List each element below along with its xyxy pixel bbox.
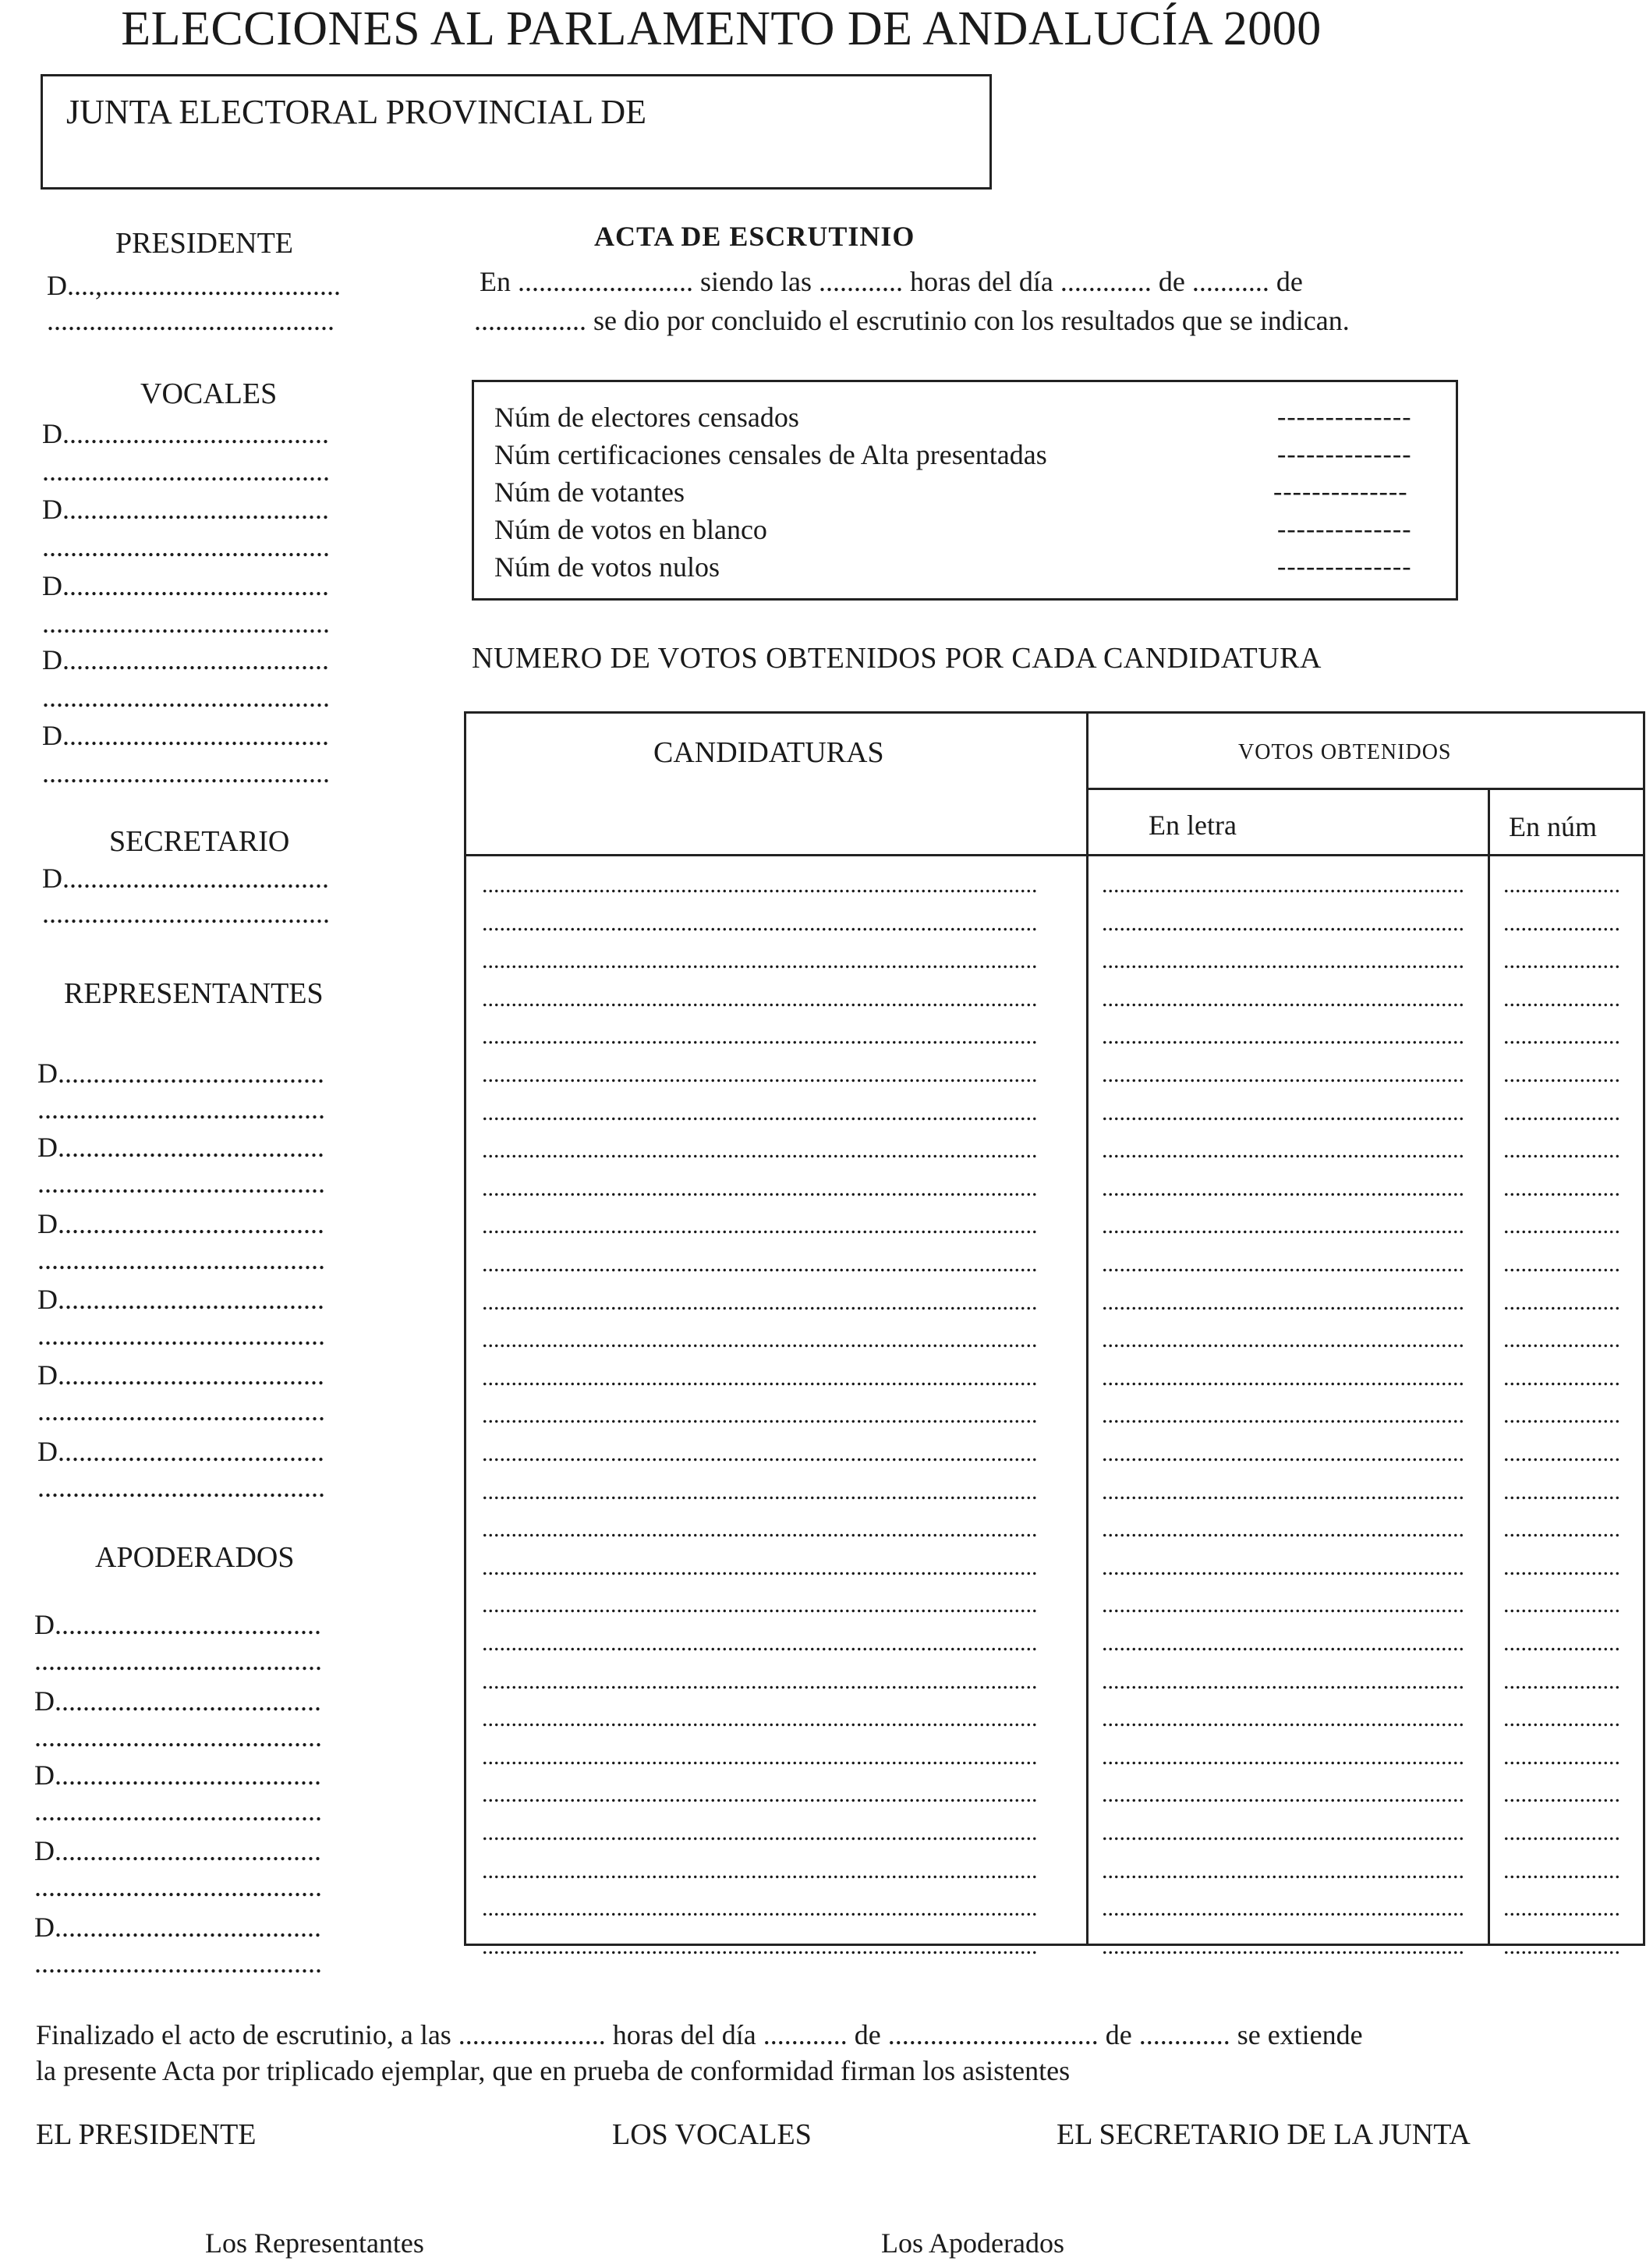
table-row-letra-cell[interactable]: .............................................................. [1102,1895,1464,1922]
table-row-num-cell[interactable]: .................... [1503,1175,1620,1201]
table-row-letra-cell[interactable]: .............................................................. [1102,872,1464,898]
table-row-candidatura-cell[interactable]: ............................................................................................... [482,1364,1038,1391]
table-row-num-cell[interactable]: .................... [1503,1364,1620,1391]
signature-presidente: EL PRESIDENTE [36,2118,257,2151]
apoderado-5-name-line[interactable]: D...................................... [34,1912,321,1943]
table-row-num-cell[interactable]: .................... [1503,1288,1620,1315]
results-table [464,711,1645,1959]
representantes-heading: REPRESENTANTES [64,977,324,1010]
table-row-candidatura-cell[interactable]: ............................................................................................... [482,1023,1038,1050]
final-line-1[interactable]: Finalizado el acto de escrutinio, a las ..................... horas del día ............ de .............................. de ............. se extiende [36,2019,1363,2050]
table-row-candidatura-cell[interactable]: ............................................................................................... [482,1175,1038,1201]
table-row-num-cell[interactable]: .................... [1503,1554,1620,1580]
table-row-candidatura-cell[interactable]: ............................................................................................... [482,1327,1038,1353]
representante-1-name-line[interactable]: D...................................... [37,1058,324,1089]
junta-electoral-label: JUNTA ELECTORAL PROVINCIAL DE [66,93,647,131]
census-box [472,380,1458,601]
table-row-letra-cell[interactable]: .............................................................. [1102,1743,1464,1770]
vocal-5-name-line[interactable]: D...................................... [42,720,329,751]
table-row-letra-cell[interactable]: .............................................................. [1102,1099,1464,1125]
vocal-2-dots-line[interactable]: ......................................... [42,531,330,562]
table-row-num-cell[interactable]: .................... [1503,1251,1620,1277]
final-line-2: la presente Acta por triplicado ejemplar, que en prueba de conformidad firman los asistentes [36,2055,1071,2086]
representante-2-dots-line[interactable]: ......................................... [37,1168,325,1199]
divider-table-header [466,854,1643,856]
junta-electoral-box[interactable] [41,74,992,190]
table-row-letra-cell[interactable]: .............................................................. [1102,1554,1464,1580]
presidente-name-line[interactable]: D....,.................................. [47,270,341,301]
table-row-candidatura-cell[interactable]: ............................................................................................... [482,948,1038,974]
representante-3-name-line[interactable]: D...................................... [37,1208,324,1239]
table-row-candidatura-cell[interactable]: ............................................................................................... [482,1213,1038,1239]
table-row-candidatura-cell[interactable]: ............................................................................................... [482,1402,1038,1429]
vocal-5-dots-line[interactable]: ......................................... [42,757,330,788]
divider-candidaturas [1086,714,1088,1944]
vocal-1-name-line[interactable]: D...................................... [42,418,329,449]
apoderado-4-name-line[interactable]: D...................................... [34,1835,321,1866]
table-row-letra-cell[interactable]: .............................................................. [1102,1288,1464,1315]
table-row-num-cell[interactable]: .................... [1503,1781,1620,1808]
table-row-num-cell[interactable]: .................... [1503,1402,1620,1429]
table-row-letra-cell[interactable]: .............................................................. [1102,1402,1464,1429]
table-row-num-cell[interactable]: .................... [1503,872,1620,898]
acta-line-1[interactable]: En ......................... siendo las ............ horas del día ............. de ........... de [480,266,1303,297]
table-row-candidatura-cell[interactable]: ............................................................................................... [482,1592,1038,1618]
col-candidaturas-header: CANDIDATURAS [653,736,884,769]
table-row-letra-cell[interactable]: .............................................................. [1102,985,1464,1012]
table-row-num-cell[interactable]: .................... [1503,1516,1620,1543]
table-row-num-cell[interactable]: .................... [1503,1099,1620,1125]
table-row-num-cell[interactable]: .................... [1503,1327,1620,1353]
vocal-3-name-line[interactable]: D...................................... [42,570,329,601]
table-row-num-cell[interactable]: .................... [1503,909,1620,936]
table-row-candidatura-cell[interactable]: ............................................................................................... [482,985,1038,1012]
table-row-num-cell[interactable]: .................... [1503,1630,1620,1656]
table-row-num-cell[interactable]: .................... [1503,948,1620,974]
table-row-num-cell[interactable]: .................... [1503,985,1620,1012]
table-row-letra-cell[interactable]: .............................................................. [1102,1023,1464,1050]
apoderado-2-dots-line[interactable]: ......................................... [34,1721,322,1752]
table-row-num-cell[interactable]: .................... [1503,1706,1620,1732]
table-row-candidatura-cell[interactable]: ............................................................................................... [482,872,1038,898]
census-certificaciones-value[interactable]: -------------- [1277,440,1412,469]
census-certificaciones: Núm certificaciones censales de Alta presentadas [494,439,1047,470]
census-electores: Núm de electores censados [494,402,799,433]
table-row-letra-cell[interactable]: .............................................................. [1102,1441,1464,1466]
page-title: ELECCIONES AL PARLAMENTO DE ANDALUCÍA 2000 [121,2,1322,55]
apoderado-1-name-line[interactable]: D...................................... [34,1609,321,1640]
table-row-candidatura-cell[interactable]: ............................................................................................... [482,1820,1038,1845]
divider-letra-num [1488,790,1490,1944]
table-row-num-cell[interactable]: .................... [1503,1933,1620,1959]
signature-apoderados: Los Apoderados [881,2227,1064,2259]
table-row-num-cell[interactable]: .................... [1503,1857,1620,1884]
table-row-letra-cell[interactable]: .............................................................. [1102,1630,1464,1656]
table-row-num-cell[interactable]: .................... [1503,1061,1620,1087]
col-en-letra-header: En letra [1149,810,1237,841]
census-blanco-value[interactable]: -------------- [1277,515,1412,544]
secretario-heading: SECRETARIO [109,825,290,858]
table-row-num-cell[interactable]: .................... [1503,1820,1620,1845]
census-electores-value[interactable]: -------------- [1277,402,1412,431]
signature-vocales: LOS VOCALES [612,2118,812,2151]
table-row-candidatura-cell[interactable]: ............................................................................................... [482,1441,1038,1466]
table-row-num-cell[interactable]: .................... [1503,1667,1620,1694]
table-row-letra-cell[interactable]: .............................................................. [1102,1592,1464,1618]
votes-heading: NUMERO DE VOTOS OBTENIDOS POR CADA CANDIDATURA [472,642,1322,675]
table-row-letra-cell[interactable]: .............................................................. [1102,1251,1464,1277]
table-row-candidatura-cell[interactable]: ............................................................................................... [482,1478,1038,1504]
apoderado-3-dots-line[interactable]: ......................................... [34,1795,322,1827]
vocales-heading: VOCALES [140,377,278,410]
table-row-letra-cell[interactable]: .............................................................. [1102,1933,1464,1959]
table-row-letra-cell[interactable]: .............................................................. [1102,1820,1464,1845]
table-row-num-cell[interactable]: .................... [1503,1137,1620,1164]
representante-6-name-line[interactable]: D...................................... [37,1436,324,1467]
table-row-candidatura-cell[interactable]: ............................................................................................... [482,1933,1038,1959]
table-row-candidatura-cell[interactable]: ............................................................................................... [482,1630,1038,1656]
apoderado-4-dots-line[interactable]: ......................................... [34,1871,322,1902]
table-row-letra-cell[interactable]: .............................................................. [1102,1137,1464,1164]
table-row-candidatura-cell[interactable]: ............................................................................................... [482,1137,1038,1164]
table-row-letra-cell[interactable]: .............................................................. [1102,1175,1464,1201]
table-row-candidatura-cell[interactable]: ............................................................................................... [482,909,1038,936]
table-row-letra-cell[interactable]: .............................................................. [1102,1478,1464,1504]
vocal-2-name-line[interactable]: D...................................... [42,494,329,525]
table-row-candidatura-cell[interactable]: ............................................................................................... [482,1099,1038,1125]
table-row-num-cell[interactable]: .................... [1503,1213,1620,1239]
census-blanco: Núm de votos en blanco [494,514,767,545]
table-row-candidatura-cell[interactable]: ............................................................................................... [482,1743,1038,1770]
census-votantes: Núm de votantes [494,477,685,508]
table-row-candidatura-cell[interactable]: ............................................................................................... [482,1251,1038,1277]
table-row-num-cell[interactable]: .................... [1503,1895,1620,1922]
census-nulos: Núm de votos nulos [494,551,720,583]
secretario-dots-line[interactable]: ......................................... [42,898,330,929]
col-en-num-header: En núm [1509,811,1597,842]
signature-representantes: Los Representantes [205,2227,424,2259]
representante-6-dots-line[interactable]: ......................................... [37,1472,325,1503]
table-row-letra-cell[interactable]: .............................................................. [1102,1364,1464,1391]
table-row-letra-cell[interactable]: .............................................................. [1102,1516,1464,1543]
vocal-3-dots-line[interactable]: ......................................... [42,608,330,639]
apoderado-1-dots-line[interactable]: ......................................... [34,1645,322,1676]
representante-3-dots-line[interactable]: ......................................... [37,1244,325,1275]
census-nulos-value[interactable]: -------------- [1277,552,1412,581]
table-row-letra-cell[interactable]: .............................................................. [1102,1327,1464,1353]
apoderado-2-name-line[interactable]: D...................................... [34,1685,321,1717]
representante-5-dots-line[interactable]: ......................................... [37,1395,325,1426]
table-row-candidatura-cell[interactable]: ............................................................................................... [482,1667,1038,1694]
table-row-candidatura-cell[interactable]: ............................................................................................... [482,1516,1038,1543]
table-row-letra-cell[interactable]: .............................................................. [1102,1061,1464,1087]
table-row-num-cell[interactable]: .................... [1503,1478,1620,1504]
representante-4-name-line[interactable]: D...................................... [37,1284,324,1315]
table-row-num-cell[interactable]: .................... [1503,1441,1620,1466]
vocal-1-dots-line[interactable]: ......................................... [42,455,330,487]
apoderado-3-name-line[interactable]: D...................................... [34,1759,321,1791]
table-row-candidatura-cell[interactable]: ............................................................................................... [482,1554,1038,1580]
table-row-candidatura-cell[interactable]: ............................................................................................... [482,1895,1038,1922]
representante-1-dots-line[interactable]: ......................................... [37,1093,325,1125]
vocal-4-dots-line[interactable]: ......................................... [42,682,330,713]
secretario-name-line[interactable]: D...................................... [42,863,329,894]
table-row-candidatura-cell[interactable]: ............................................................................................... [482,1706,1038,1732]
table-row-candidatura-cell[interactable]: ............................................................................................... [482,1061,1038,1087]
table-row-candidatura-cell[interactable]: ............................................................................................... [482,1781,1038,1808]
table-row-letra-cell[interactable]: .............................................................. [1102,1857,1464,1884]
table-row-num-cell[interactable]: .................... [1503,1743,1620,1770]
table-row-letra-cell[interactable]: .............................................................. [1102,1667,1464,1694]
census-votantes-value[interactable]: -------------- [1273,477,1408,506]
table-row-num-cell[interactable]: .................... [1503,1023,1620,1050]
table-row-letra-cell[interactable]: .............................................................. [1102,1213,1464,1239]
representante-2-name-line[interactable]: D...................................... [37,1132,324,1163]
divider-votos-header [1086,788,1643,790]
table-row-letra-cell[interactable]: .............................................................. [1102,1781,1464,1808]
acta-title: ACTA DE ESCRUTINIO [594,221,915,252]
table-row-letra-cell[interactable]: .............................................................. [1102,1706,1464,1732]
representante-4-dots-line[interactable]: ......................................... [37,1320,325,1351]
representante-5-name-line[interactable]: D...................................... [37,1359,324,1391]
table-row-num-cell[interactable]: .................... [1503,1592,1620,1618]
col-votos-obtenidos-header: VOTOS OBTENIDOS [1238,740,1452,764]
table-row-candidatura-cell[interactable]: ............................................................................................... [482,1288,1038,1315]
apoderado-5-dots-line[interactable]: ......................................... [34,1947,322,1979]
signature-secretario: EL SECRETARIO DE LA JUNTA [1057,2118,1471,2151]
table-row-candidatura-cell[interactable]: ............................................................................................... [482,1857,1038,1884]
table-row-letra-cell[interactable]: .............................................................. [1102,909,1464,936]
acta-line-2[interactable]: ................ se dio por concluido el escrutinio con los resultados que se indican. [474,305,1350,336]
vocal-4-name-line[interactable]: D...................................... [42,644,329,675]
presidente-dots-line[interactable]: ......................................... [47,305,335,336]
presidente-heading: PRESIDENTE [115,227,293,260]
apoderados-heading: APODERADOS [95,1541,295,1574]
table-row-letra-cell[interactable]: .............................................................. [1102,948,1464,974]
